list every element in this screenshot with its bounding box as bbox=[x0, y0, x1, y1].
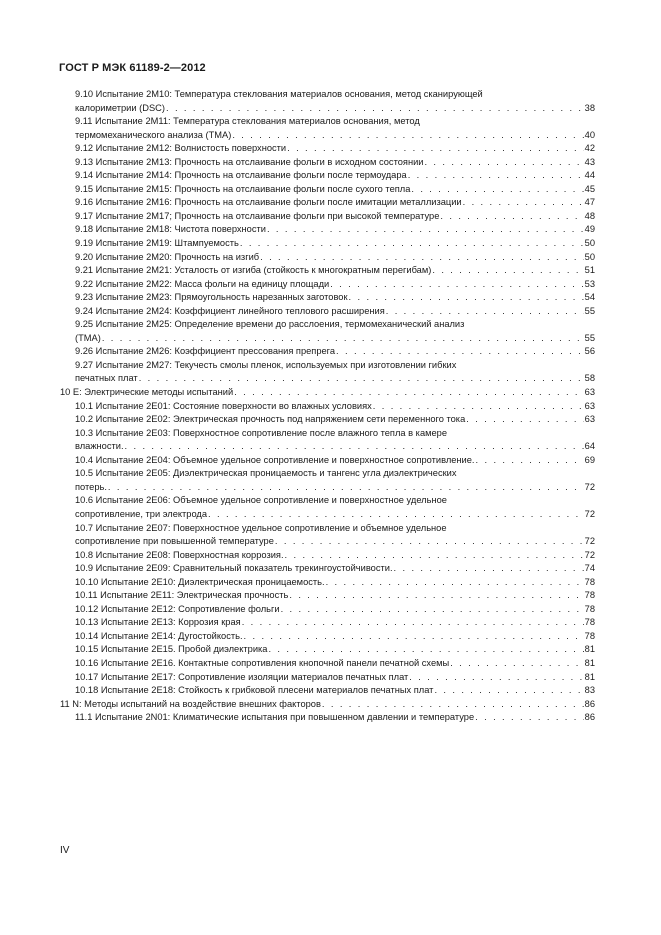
dot-leader bbox=[232, 129, 583, 143]
dot-leader bbox=[244, 630, 584, 644]
toc-entry-title: 9.16 Испытание 2M16: Прочность на отслаивание фольги после имитации металлизации bbox=[75, 197, 462, 208]
toc-page-number: 78 bbox=[584, 576, 595, 587]
toc-entry[interactable] bbox=[60, 413, 595, 427]
toc-entry[interactable] bbox=[60, 156, 595, 170]
toc-page-number: 86 bbox=[584, 698, 595, 709]
toc-entry-title: 9.15 Испытание 2M15: Прочность на отслаивание фольги после сухого тепла bbox=[75, 183, 411, 194]
dot-leader bbox=[434, 684, 583, 698]
toc-entry[interactable] bbox=[60, 711, 595, 725]
toc-page-number: 81 bbox=[584, 671, 595, 682]
toc-entry-title: 9.25 Испытание 2M25: Определение времени до расслоения, термомеханический анализ bbox=[75, 319, 465, 330]
dot-leader bbox=[373, 400, 584, 414]
toc-page-number: 45 bbox=[584, 183, 595, 194]
toc-entry-title: потерь. bbox=[75, 481, 107, 492]
toc-page-number: 44 bbox=[584, 170, 595, 181]
toc-page-number: 42 bbox=[584, 143, 595, 154]
toc-entry[interactable] bbox=[60, 549, 595, 563]
toc-entry-title: 10.3 Испытание 2Е03: Поверхностное сопротивление после влажного тепла в камере bbox=[75, 427, 448, 438]
toc-entry-title: 9.12 Испытание 2M12: Волнистость поверхности bbox=[75, 143, 287, 154]
toc-page-number: 74 bbox=[584, 563, 595, 574]
toc-page-number: 81 bbox=[584, 644, 595, 655]
toc-entry[interactable] bbox=[60, 603, 595, 617]
toc-page-number: 43 bbox=[584, 156, 595, 167]
toc-entry-title: 9.18 Испытание 2M18: Чистота поверхности bbox=[75, 224, 266, 235]
dot-leader bbox=[463, 196, 584, 210]
toc-entry-title: 9.13 Испытание 2M13: Прочность на отслаивание фольги в исходном состоянии bbox=[75, 156, 424, 167]
dot-leader bbox=[287, 142, 584, 156]
toc-entry[interactable] bbox=[60, 142, 595, 156]
toc-entry[interactable] bbox=[60, 684, 595, 698]
dot-leader bbox=[476, 454, 584, 468]
dot-leader bbox=[424, 156, 583, 170]
toc-entry-title: 10.17 Испытание 2Е17: Сопротивление изоляции материалов печатных плат bbox=[75, 671, 409, 682]
toc-page-number: 51 bbox=[584, 265, 595, 276]
toc-page-number: 83 bbox=[584, 685, 595, 696]
toc-page-number: 56 bbox=[584, 346, 595, 357]
toc-page-number: 78 bbox=[584, 590, 595, 601]
dot-leader bbox=[234, 386, 583, 400]
toc-entry[interactable] bbox=[60, 386, 595, 400]
dot-leader bbox=[240, 237, 584, 251]
toc-entry[interactable] bbox=[60, 318, 595, 345]
toc-entry-title: 9.26 Испытание 2M26: Коэффициент прессования препрега bbox=[75, 346, 336, 357]
dot-leader bbox=[432, 264, 583, 278]
dot-leader bbox=[281, 603, 584, 617]
toc-entry-title: термомеханического анализа (ТМА) bbox=[75, 129, 232, 140]
toc-entry[interactable] bbox=[60, 643, 595, 657]
toc-entry[interactable] bbox=[60, 278, 595, 292]
toc-page-number: 72 bbox=[584, 481, 595, 492]
toc-page-number: 53 bbox=[584, 278, 595, 289]
toc-entry-title: 10.12 Испытание 2Е12: Сопротивление фольги bbox=[75, 603, 280, 614]
toc-entry-title: 10.11 Испытание 2Е11: Электрическая прочность bbox=[75, 590, 289, 601]
toc-page-number: 50 bbox=[584, 251, 595, 262]
toc-entry[interactable] bbox=[60, 467, 595, 494]
toc-entry[interactable] bbox=[60, 630, 595, 644]
toc-entry[interactable] bbox=[60, 657, 595, 671]
dot-leader bbox=[326, 576, 584, 590]
toc-entry-title: 10.10 Испытание 2Е10: Диэлектрическая проницаемость. bbox=[75, 576, 325, 587]
toc-page-number: 69 bbox=[584, 454, 595, 465]
dot-leader bbox=[125, 440, 584, 454]
toc-entry[interactable] bbox=[60, 305, 595, 319]
toc-page-number: 81 bbox=[584, 657, 595, 668]
dot-leader bbox=[260, 251, 584, 265]
toc-entry-title: 9.23 Испытание 2M23: Прямоугольность нарезанных заготовок bbox=[75, 292, 348, 303]
toc-entry-title: 9.20 Испытание 2M20: Прочность на изгиб bbox=[75, 251, 260, 262]
toc-entry[interactable] bbox=[60, 616, 595, 630]
toc-entry[interactable] bbox=[60, 115, 595, 142]
toc-entry-title: 10.7 Испытание 2Е07: Поверхностное удельное сопротивление и объемное удельное bbox=[75, 522, 447, 533]
dot-leader bbox=[466, 413, 583, 427]
toc-entry-title: 10.14 Испытание 2Е14: Дугостойкость. bbox=[75, 630, 243, 641]
toc-page-number: 78 bbox=[584, 603, 595, 614]
dot-leader bbox=[275, 535, 584, 549]
dot-leader bbox=[408, 169, 584, 183]
toc-page-number: 78 bbox=[584, 630, 595, 641]
toc-entry-title: 11.1 Испытание 2N01: Климатические испытания при повышенном давлении и температуре bbox=[75, 712, 475, 723]
toc-page-number: 63 bbox=[584, 400, 595, 411]
toc-page-number: 72 bbox=[584, 549, 595, 560]
toc-entry-title: (ТМА) bbox=[75, 332, 101, 343]
toc-entry[interactable] bbox=[60, 589, 595, 603]
dot-leader bbox=[475, 711, 584, 725]
dot-leader bbox=[108, 481, 584, 495]
dot-leader bbox=[285, 549, 584, 563]
toc-entry-title: 11 N: Методы испытаний на воздействие внешних факторов bbox=[60, 698, 321, 709]
toc-entry-title: 10.9 Испытание 2Е09: Сравнительный показатель трекингоустойчивости. bbox=[75, 563, 393, 574]
toc-entry[interactable] bbox=[60, 671, 595, 685]
document-header: ГОСТ Р МЭК 61189-2—2012 bbox=[59, 62, 206, 74]
toc-entry-title: 9.21 Испытание 2M21: Усталость от изгиба (стойкость к многократным перегибам) bbox=[75, 265, 432, 276]
toc-entry[interactable] bbox=[60, 359, 595, 386]
toc-page-number: 49 bbox=[584, 224, 595, 235]
toc-page-number: 55 bbox=[584, 332, 595, 343]
toc-entry-title: 10.5 Испытание 2Е05: Диэлектрическая проницаемость и тангенс угла диэлектрических bbox=[75, 468, 457, 479]
toc-entry-title: печатных плат bbox=[75, 373, 138, 384]
toc-entry[interactable] bbox=[60, 210, 595, 224]
toc-page-number: 50 bbox=[584, 238, 595, 249]
dot-leader bbox=[289, 589, 583, 603]
toc-entry-title: 10 Е: Электрические методы испытаний bbox=[60, 387, 234, 398]
toc-entry[interactable] bbox=[60, 345, 595, 359]
toc-page-number: 47 bbox=[584, 197, 595, 208]
toc-page-number: 54 bbox=[584, 292, 595, 303]
toc-entry[interactable] bbox=[60, 251, 595, 265]
toc-page-number: 78 bbox=[584, 617, 595, 628]
toc-entry-title: сопротивление, три электрода bbox=[75, 508, 208, 519]
toc-entry[interactable] bbox=[60, 88, 595, 115]
toc-page-number: 63 bbox=[584, 414, 595, 425]
toc-entry[interactable] bbox=[60, 183, 595, 197]
dot-leader bbox=[102, 332, 584, 346]
toc-entry-title: 10.15 Испытание 2Е15. Пробой диэлектрика bbox=[75, 644, 268, 655]
dot-leader bbox=[139, 372, 584, 386]
table-of-contents bbox=[60, 88, 595, 725]
toc-entry-title: 9.24 Испытание 2M24: Коэффициент линейного теплового расширения bbox=[75, 305, 385, 316]
toc-page-number: 38 bbox=[584, 102, 595, 113]
dot-leader bbox=[336, 345, 584, 359]
toc-entry-title: 10.2 Испытание 2Е02: Электрическая прочность под напряжением сети переменного тока bbox=[75, 414, 466, 425]
page-number: IV bbox=[60, 845, 70, 856]
dot-leader bbox=[208, 508, 584, 522]
toc-entry[interactable] bbox=[60, 400, 595, 414]
dot-leader bbox=[322, 698, 584, 712]
dot-leader bbox=[450, 657, 583, 671]
toc-entry[interactable] bbox=[60, 291, 595, 305]
dot-leader bbox=[349, 291, 584, 305]
dot-leader bbox=[330, 278, 583, 292]
toc-entry[interactable] bbox=[60, 494, 595, 521]
toc-entry[interactable] bbox=[60, 562, 595, 576]
toc-entry[interactable] bbox=[60, 698, 595, 712]
toc-entry[interactable] bbox=[60, 427, 595, 454]
toc-page-number: 58 bbox=[584, 373, 595, 384]
dot-leader bbox=[166, 102, 584, 116]
toc-entry[interactable] bbox=[60, 576, 595, 590]
toc-entry[interactable] bbox=[60, 522, 595, 549]
toc-entry[interactable] bbox=[60, 169, 595, 183]
toc-entry-title: 10.4 Испытание 2Е04: Объемное удельное сопротивление и поверхностное сопротивление. bbox=[75, 454, 475, 465]
dot-leader bbox=[267, 223, 584, 237]
dot-leader bbox=[409, 671, 583, 685]
dot-leader bbox=[242, 616, 584, 630]
toc-entry-title: 10.6 Испытание 2Е06: Объемное удельное сопротивление и поверхностное удельное bbox=[75, 495, 447, 506]
toc-entry[interactable] bbox=[60, 223, 595, 237]
dot-leader bbox=[411, 183, 583, 197]
toc-entry[interactable] bbox=[60, 264, 595, 278]
toc-page-number: 63 bbox=[584, 387, 595, 398]
dot-leader bbox=[386, 305, 584, 319]
toc-entry-title: 9.27 Испытание 2M27: Текучесть смолы пленок, используемых при изготовлении гибких bbox=[75, 359, 457, 370]
toc-entry-title: калориметрии (DSC) bbox=[75, 102, 165, 113]
toc-entry-title: 9.17 Испытание 2M17; Прочность на отслаивание фольги при высокой температуре bbox=[75, 210, 440, 221]
toc-page-number: 72 bbox=[584, 536, 595, 547]
toc-entry-title: 10.1 Испытание 2Е01: Состояние поверхности во влажных условиях bbox=[75, 400, 372, 411]
toc-entry-title: 10.18 Испытание 2Е18: Стойкость к грибковой плесени материалов печатных плат bbox=[75, 685, 434, 696]
toc-page-number: 40 bbox=[584, 129, 595, 140]
toc-page-number: 64 bbox=[584, 441, 595, 452]
toc-entry-title: влажности. bbox=[75, 441, 124, 452]
toc-entry[interactable] bbox=[60, 454, 595, 468]
dot-leader bbox=[440, 210, 583, 224]
toc-entry-title: сопротивление при повышенной температуре bbox=[75, 536, 274, 547]
toc-entry-title: 9.22 Испытание 2M22: Масса фольги на единицу площади bbox=[75, 278, 330, 289]
dot-leader bbox=[268, 643, 583, 657]
toc-entry-title: 10.8 Испытание 2Е08: Поверхностная коррозия. bbox=[75, 549, 284, 560]
toc-page-number: 86 bbox=[584, 712, 595, 723]
toc-page-number: 55 bbox=[584, 305, 595, 316]
toc-entry-title: 9.10 Испытание 2M10: Температура стеклования материалов основания, метод сканирующей bbox=[75, 89, 483, 99]
toc-entry-title: 10.16 Испытание 2Е16. Контактные сопротивления кнопочной панели печатной схемы bbox=[75, 657, 450, 668]
toc-entry-title: 10.13 Испытание 2Е13: Коррозия края bbox=[75, 617, 241, 628]
toc-entry-title: 9.19 Испытание 2M19: Штампуемость bbox=[75, 238, 239, 249]
toc-entry[interactable] bbox=[60, 196, 595, 210]
toc-entry[interactable] bbox=[60, 237, 595, 251]
dot-leader bbox=[394, 562, 584, 576]
toc-entry-title: 9.14 Испытание 2M14: Прочность на отслаивание фольги после термоудара bbox=[75, 170, 407, 181]
toc-page-number: 72 bbox=[584, 508, 595, 519]
toc-entry-title: 9.11 Испытание 2M11: Температура стеклования материалов основания, метод bbox=[75, 116, 420, 127]
toc-page-number: 48 bbox=[584, 210, 595, 221]
